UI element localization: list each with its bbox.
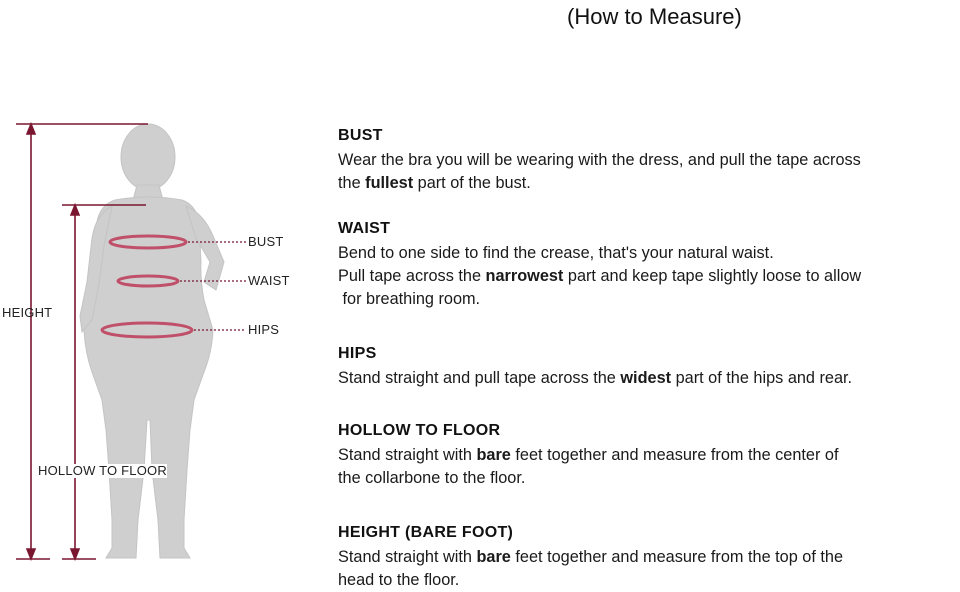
- hollow-emphasis: bare: [476, 446, 511, 464]
- height-label: HEIGHT: [2, 305, 53, 320]
- waist-emphasis: narrowest: [485, 267, 564, 285]
- waist-line-2a: Pull tape across the: [338, 267, 486, 285]
- hips-line-1a: Stand straight and pull tape across the: [338, 369, 621, 387]
- waist-section: [338, 219, 958, 311]
- height-heading: HEIGHT (BARE FOOT): [338, 524, 514, 541]
- height-text: [338, 546, 958, 592]
- bust-emphasis: fullest: [365, 174, 414, 192]
- hips-heading: HIPS: [338, 345, 377, 362]
- hollow-to-floor-label: HOLLOW TO FLOOR: [38, 463, 167, 478]
- waist-text: [338, 242, 958, 311]
- height-line-1c: feet together and measure from the top of the: [510, 548, 844, 566]
- hips-emphasis: widest: [620, 369, 672, 387]
- waist-line-3: for breathing room.: [338, 290, 481, 308]
- hips-text: [338, 367, 958, 390]
- body-measurement-figure: [0, 0, 330, 591]
- page-title: (How to Measure): [567, 4, 742, 29]
- hips-section: [338, 344, 958, 390]
- bust-line-2a: the: [338, 174, 366, 192]
- body-silhouette-diagram: [0, 0, 330, 591]
- waist-label: WAIST: [248, 273, 290, 288]
- hollow-line-1c: feet together and measure from the center of: [510, 446, 839, 464]
- bust-label: BUST: [248, 234, 284, 249]
- waist-heading: WAIST: [338, 220, 391, 237]
- hollow-to-floor-heading: HOLLOW TO FLOOR: [338, 422, 501, 439]
- hollow-line-1a: Stand straight with: [338, 446, 477, 464]
- waist-line-1: Bend to one side to find the crease, that's your natural waist.: [338, 244, 774, 262]
- height-line-1a: Stand straight with: [338, 548, 477, 566]
- waist-line-2c: part and keep tape slightly loose to allow: [563, 267, 862, 285]
- bust-section: [338, 126, 958, 195]
- hips-label: HIPS: [248, 322, 280, 337]
- bust-line-2c: part of the bust.: [413, 174, 531, 192]
- height-emphasis: bare: [476, 548, 511, 566]
- hips-line-1c: part of the hips and rear.: [671, 369, 853, 387]
- hollow-line-2: the collarbone to the floor.: [338, 469, 526, 487]
- body-silhouette: [80, 124, 224, 558]
- bust-line-1: Wear the bra you will be wearing with the dress, and pull the tape across: [338, 151, 861, 169]
- height-section: [338, 523, 958, 592]
- bust-text: [338, 149, 958, 195]
- hollow-to-floor-section: [338, 421, 958, 490]
- bust-heading: BUST: [338, 127, 383, 144]
- height-line-2: head to the floor.: [338, 571, 460, 589]
- hollow-to-floor-text: [338, 444, 958, 490]
